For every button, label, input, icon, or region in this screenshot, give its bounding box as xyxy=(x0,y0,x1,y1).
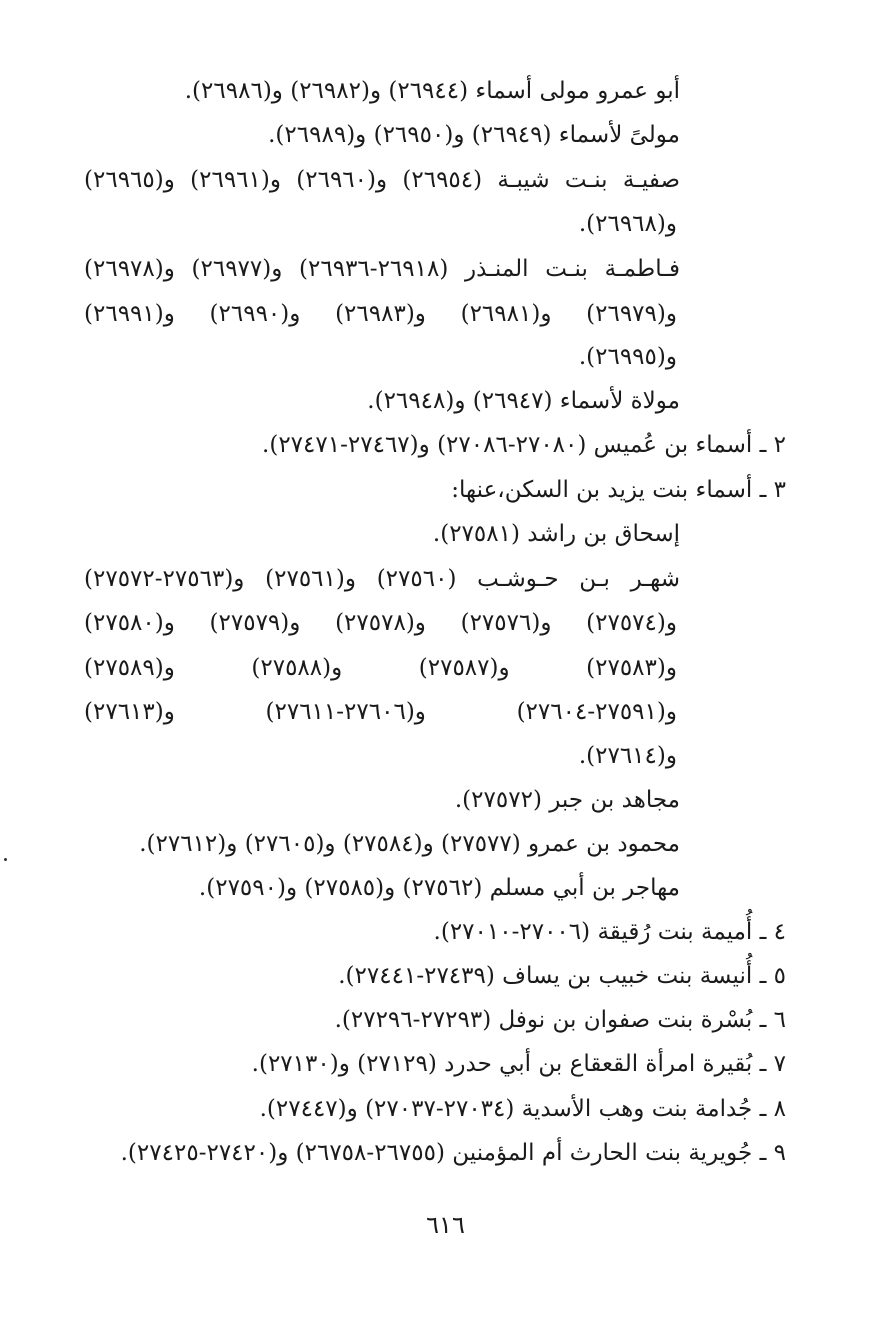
text-line-6: و(٢٦٩٧٩) و(٢٦٩٨١) و(٢٦٩٨٣) و(٢٦٩٩٠) و(٢٦٩٩١) xyxy=(84,301,677,327)
text-line-4: و(٢٦٩٦٨). xyxy=(578,211,677,237)
text-line-1: أبو عمرو مولى أسماء (٢٦٩٤٤) و(٢٦٩٨٢) و(٢٦٩٨٦). xyxy=(184,78,680,104)
entry-8: ٨ ـ جُدامة بنت وهب الأسدية (٢٧٠٣٤-٢٧٠٣٧) و(٢٧٤٤٧). xyxy=(259,1096,786,1122)
text-line-8: مولاة لأسماء (٢٦٩٤٧) و(٢٦٩٤٨). xyxy=(367,388,680,414)
margin-speck xyxy=(4,858,7,861)
text-line-15: و(٢٧٥٩١-٢٧٦٠٤) و(٢٧٦٠٦-٢٧٦١١) و(٢٧٦١٣) xyxy=(84,699,677,725)
entry-9: ٩ ـ جُويرية بنت الحارث أم المؤمنين (٢٦٧٥٥-٢٦٧٥٨) و(٢٧٤٢٠-٢٧٤٢٥). xyxy=(120,1140,786,1166)
text-line-7: و(٢٦٩٩٥). xyxy=(578,344,677,370)
text-line-17: مجاهد بن جبر (٢٧٥٧٢). xyxy=(454,787,680,813)
text-line-18: محمود بن عمرو (٢٧٥٧٧) و(٢٧٥٨٤) و(٢٧٦٠٥) و(٢٧٦١٢). xyxy=(139,831,680,857)
page-number: ٦١٦ xyxy=(426,1211,465,1239)
text-line-2: مولىً لأسماء (٢٦٩٤٩) و(٢٦٩٥٠) و(٢٦٩٨٩). xyxy=(268,122,680,148)
text-line-13: و(٢٧٥٧٤) و(٢٧٥٧٦) و(٢٧٥٧٨) و(٢٧٥٧٩) و(٢٧٥٨٠) xyxy=(84,610,677,636)
entry-2: ٢ ـ أسماء بن عُميس (٢٧٠٨٠-٢٧٠٨٦) و(٢٧٤٦٧-٢٧٤٧١). xyxy=(262,432,786,458)
entry-4: ٤ ـ أُميمة بنت رُقيقة (٢٧٠٠٦-٢٧٠١٠). xyxy=(433,919,786,945)
text-line-14: و(٢٧٥٨٣) و(٢٧٥٨٧) و(٢٧٥٨٨) و(٢٧٥٨٩) xyxy=(84,655,677,681)
text-line-3: صفيـة بنـت شيبـة (٢٦٩٥٤) و(٢٦٩٦٠) و(٢٦٩٦١) و(٢٦٩٦٥) xyxy=(84,167,681,193)
text-line-5: فـاطمـة بنـت المنـذر (٢٦٩١٨-٢٦٩٣٦) و(٢٦٩٧٧) و(٢٦٩٧٨) xyxy=(84,256,680,282)
text-line-19: مهاجر بن أبي مسلم (٢٧٥٦٢) و(٢٧٥٨٥) و(٢٧٥٩٠). xyxy=(198,875,680,901)
entry-7: ٧ ـ بُقيرة امرأة القعقاع بن أبي حدرد (٢٧١٢٩) و(٢٧١٣٠). xyxy=(251,1051,786,1077)
entry-6: ٦ ـ بُسْرة بنت صفوان بن نوفل (٢٧٢٩٣-٢٧٢٩٦). xyxy=(334,1007,786,1033)
text-line-12: شهـر بـن حـوشـب (٢٧٥٦٠) و(٢٧٥٦١) و(٢٧٥٦٣-٢٧٥٧٢) xyxy=(84,566,680,592)
entry-3: ٣ ـ أسماء بنت يزيد بن السكن،عنها: xyxy=(451,477,786,503)
text-line-16: و(٢٧٦١٤). xyxy=(578,743,677,769)
entry-5: ٥ ـ أُنيسة بنت خبيب بن يساف (٢٧٤٣٩-٢٧٤٤١). xyxy=(338,963,786,989)
text-line-11: إسحاق بن راشد (٢٧٥٨١). xyxy=(432,521,680,547)
